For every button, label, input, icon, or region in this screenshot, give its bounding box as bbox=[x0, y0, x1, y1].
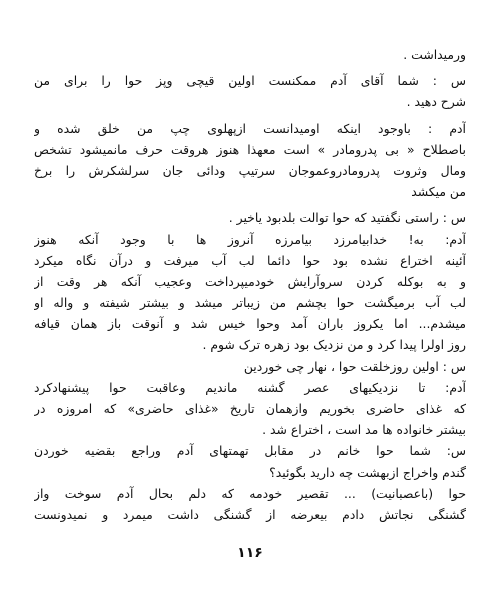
text-line: باصطلاح « بی پدرومادر » است معهذا هنوز هروقت حرف مانمیشود تشخص bbox=[34, 141, 466, 157]
text-line: س : شما آقای آدم ممکنست اولین قیچی وپز حوا را برای من bbox=[34, 73, 466, 89]
paragraph bbox=[34, 356, 466, 377]
document-body bbox=[34, 44, 466, 525]
text-line: س : اولین روزخلقت حوا ، نهار چی خوردین bbox=[243, 358, 466, 374]
text-line: حوا (باعصبانیت) ... تقصیر خودمه که دلم بحال آدم سوخت واز bbox=[34, 485, 466, 501]
paragraph bbox=[34, 440, 466, 482]
paragraph bbox=[34, 229, 466, 356]
paragraph bbox=[34, 70, 466, 112]
paragraph bbox=[34, 44, 466, 65]
text-line: آدم: تا نزدیکیهای عصر گشنه ماندیم وعاقبت حوا پیشنهادکرد bbox=[34, 379, 466, 395]
paragraph bbox=[34, 483, 466, 525]
text-line: لب آب برمیگشت حوا بچشم من زیباتر میشد و بیشتر شیفته و واله او bbox=[34, 295, 466, 311]
text-line: و به بوکله کردن سروآرایش خودمیپرداخت وعجیب آنکه هر وقت از bbox=[34, 273, 466, 289]
text-line: ومال وثروت پدرومادروعموجان سرتیپ ودائی جان سرلشکرش را برخ bbox=[34, 162, 466, 178]
text-line: شرح دهید . bbox=[406, 94, 466, 110]
text-line: روز اولرا پیدا کرد و من نزدیک بود زهره ترک شوم . bbox=[202, 337, 466, 353]
text-line: س: شما حوا خانم در مقابل تهمتهای آدم وراجع بقضیه خوردن bbox=[34, 443, 466, 459]
text-line: میشدم... اما یکروز باران آمد وحوا خیس شد و آنوقت باز همان قیافه bbox=[34, 316, 466, 332]
paragraph bbox=[34, 118, 466, 203]
text-line: آدم : باوجود اینکه اومیدانست ازپهلوی چپ من خلق شده و bbox=[34, 120, 466, 136]
text-line: گشنگی نجاتش دادم بیعرضه از گشنگی داشت میمرد و نمیدونست bbox=[34, 506, 466, 522]
page-number: ۱۱۶ bbox=[237, 545, 263, 561]
text-line: ورمیداشت . bbox=[403, 47, 466, 62]
text-line: آئینه اختراع نشده بود حوا دائما لب آب میرفت و درآن نگاه میکرد bbox=[34, 252, 466, 268]
text-line: من میکشد bbox=[411, 184, 466, 200]
text-line: گندم واخراج ازبهشت چه دارید بگوئید؟ bbox=[269, 464, 466, 480]
text-line: که غذای حاضری بخوریم وازهمان تاریخ «غذای حاضری» که امروزه در bbox=[34, 401, 466, 416]
paragraph bbox=[34, 377, 466, 441]
text-line: آدم: به! خدابیامرزد بیامرزه آنروز ها با وجود آنکه هنوز bbox=[34, 231, 466, 247]
paragraph bbox=[34, 207, 466, 228]
text-line: بیشتر خانواده ها مد است ، اختراع شد . bbox=[262, 422, 466, 438]
text-line: س : راستی نگفتید که حوا توالت بلدبود یاخیر . bbox=[228, 210, 466, 226]
